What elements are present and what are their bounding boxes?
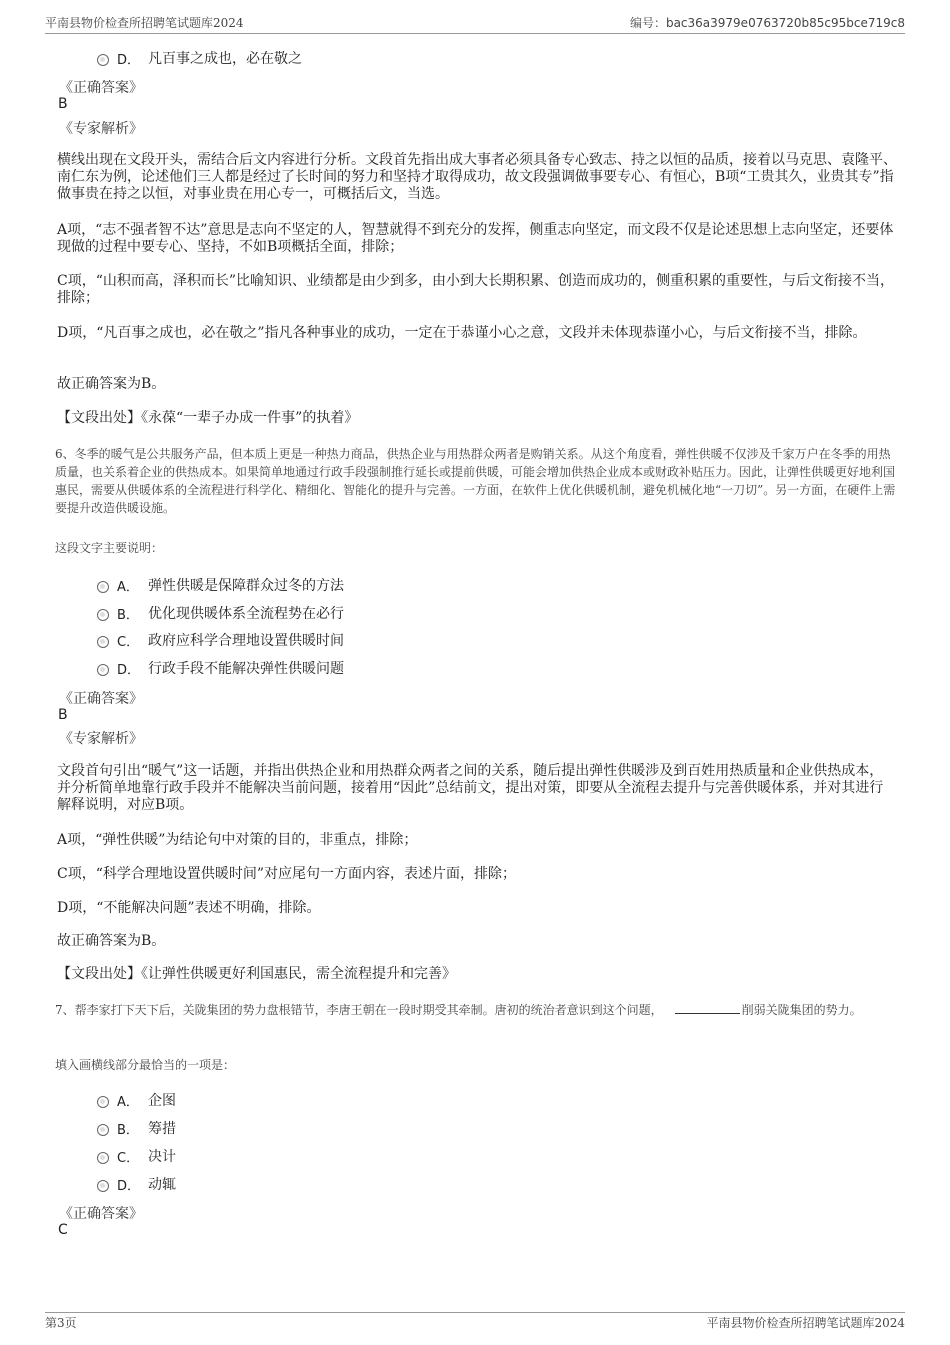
prev-option-d[interactable]: D． 凡百事之成也，必在敬之 [97,48,302,68]
question-7-text: 7、帮李家打下天下后，关陇集团的势力盘根错节，李唐王朝在一段时期受其牵制。唐初的统治者意识到这个问题， 削弱关陇集团的势力。 [55,1003,862,1017]
q6-option-c[interactable]: C． 政府应科学合理地设置供暖时间 [97,630,344,650]
answer-value: B [58,707,68,723]
analysis-paragraph: C项，“山积而高，泽积而长”比喻知识、业绩都是由少到多，由小到大长期积累、创造而成功的，侧重积累的重要性，与后文衔接不当，排除； [57,273,895,306]
analysis-source: 【文段出处】《让弹性供暖更好利国惠民，需全流程提升和完善》 [57,966,456,982]
radio-icon[interactable] [97,609,109,621]
question-7-prompt: 填入画横线部分最恰当的一项是： [55,1058,236,1072]
radio-icon[interactable] [97,636,109,648]
header-doc-title: 平南县物价检查所招聘笔试题库2024 [45,16,244,30]
q7-option-b[interactable]: B． 筹措 [97,1118,176,1138]
answer-label: 《正确答案》 [59,1206,143,1222]
analysis-paragraph: D项，“不能解决问题”表述不明确，排除。 [57,900,321,916]
question-6-text: 6、冬季的暖气是公共服务产品，但本质上更是一种热力商品，供热企业与用热群众两者是购销关系。从这个角度看，弹性供暖不仅涉及千家万户在冬季的用热质量，也关系着企业的供热成本。如果简单地通过行政手段强制推行延长或提前供暖，可能会增加供热企业成本或财政补贴压力。因此，让弹性供暖更好地利国惠民，需要从供暖体系的全流程进行科学化、精细化、智能化的提升与完善。一方面，在软件上优化供暖机制，避免机械化地“一刀切”。另一方面，在硬件上需要提升改造供暖设施。 [55,447,896,515]
radio-icon[interactable] [97,1096,109,1108]
answer-label: 《正确答案》 [59,691,143,707]
q7-option-d[interactable]: D． 动辄 [97,1174,176,1194]
analysis-paragraph: D项，“凡百事之成也，必在敬之”指凡各种事业的成功，一定在于恭谨小心之意，文段并未体现恭谨小心，与后文衔接不当，排除。 [57,325,867,341]
radio-icon[interactable] [97,581,109,593]
answer-label: 《正确答案》 [59,80,143,96]
q6-option-d[interactable]: D． 行政手段不能解决弹性供暖问题 [97,658,344,678]
fill-blank [675,1002,740,1014]
q7-option-c[interactable]: C． 决计 [97,1146,176,1166]
analysis-label: 《专家解析》 [59,731,143,747]
header-divider [45,33,905,34]
q7-option-a[interactable]: A． 企图 [97,1090,176,1110]
q6-option-b[interactable]: B． 优化现供暖体系全流程势在必行 [97,603,344,623]
header-doc-id: 编号：bac36a3979e0763720b85c95bce719c8 [629,16,905,30]
analysis-paragraph: 文段首句引出“暖气”这一话题，并指出供热企业和用热群众两者之间的关系，随后提出弹性供暖涉及到百姓用热质量和企业供热成本，并分析简单地靠行政手段并不能解决当前问题，接着用“因此”总结前文，提出对策，即要从全流程去提升与完善供暖体系，并对其进行解释说明，对应B项。 [57,763,884,813]
q6-option-a[interactable]: A． 弹性供暖是保障群众过冬的方法 [97,575,344,595]
answer-value: B [58,96,68,112]
footer-divider [45,1312,905,1313]
radio-icon[interactable] [97,1152,109,1164]
analysis-conclusion: 故正确答案为B。 [57,933,166,949]
analysis-paragraph: 横线出现在文段开头，需结合后文内容进行分析。文段首先指出成大事者必须具备专心致志、持之以恒的品质，接着以马克思、袁隆平、南仁东为例，论述他们三人都是经过了长时间的努力和坚持才取得成功，故文段强调做事要专心、有恒心，B项“工贵其久，业贵其专”指做事贵在持之以恒，对事业贵在用心专一，可概括后文，当选。 [57,152,897,202]
analysis-paragraph: C项，“科学合理地设置供暖时间”对应尾句一方面内容，表述片面，排除； [57,866,517,882]
radio-icon[interactable] [97,1180,109,1192]
analysis-label: 《专家解析》 [59,121,143,137]
analysis-paragraph: A项，“志不强者智不达”意思是志向不坚定的人，智慧就得不到充分的发挥，侧重志向坚定，而文段不仅是论述思想上志向坚定，还要体现做的过程中要专心、坚持，不如B项概括全面，排除； [57,222,894,255]
analysis-source: 【文段出处】《永葆“一辈子办成一件事”的执着》 [57,410,359,426]
analysis-conclusion: 故正确答案为B。 [57,376,166,392]
footer-doc-title: 平南县物价检查所招聘笔试题库2024 [706,1316,905,1330]
radio-icon[interactable] [97,664,109,676]
footer-page-number: 第3页 [45,1316,77,1330]
answer-value: C [58,1222,68,1238]
radio-icon[interactable] [97,1124,109,1136]
question-6-prompt: 这段文字主要说明： [55,541,164,555]
analysis-paragraph: A项，“弹性供暖”为结论句中对策的目的，非重点，排除； [57,832,418,848]
radio-icon[interactable] [97,54,109,66]
